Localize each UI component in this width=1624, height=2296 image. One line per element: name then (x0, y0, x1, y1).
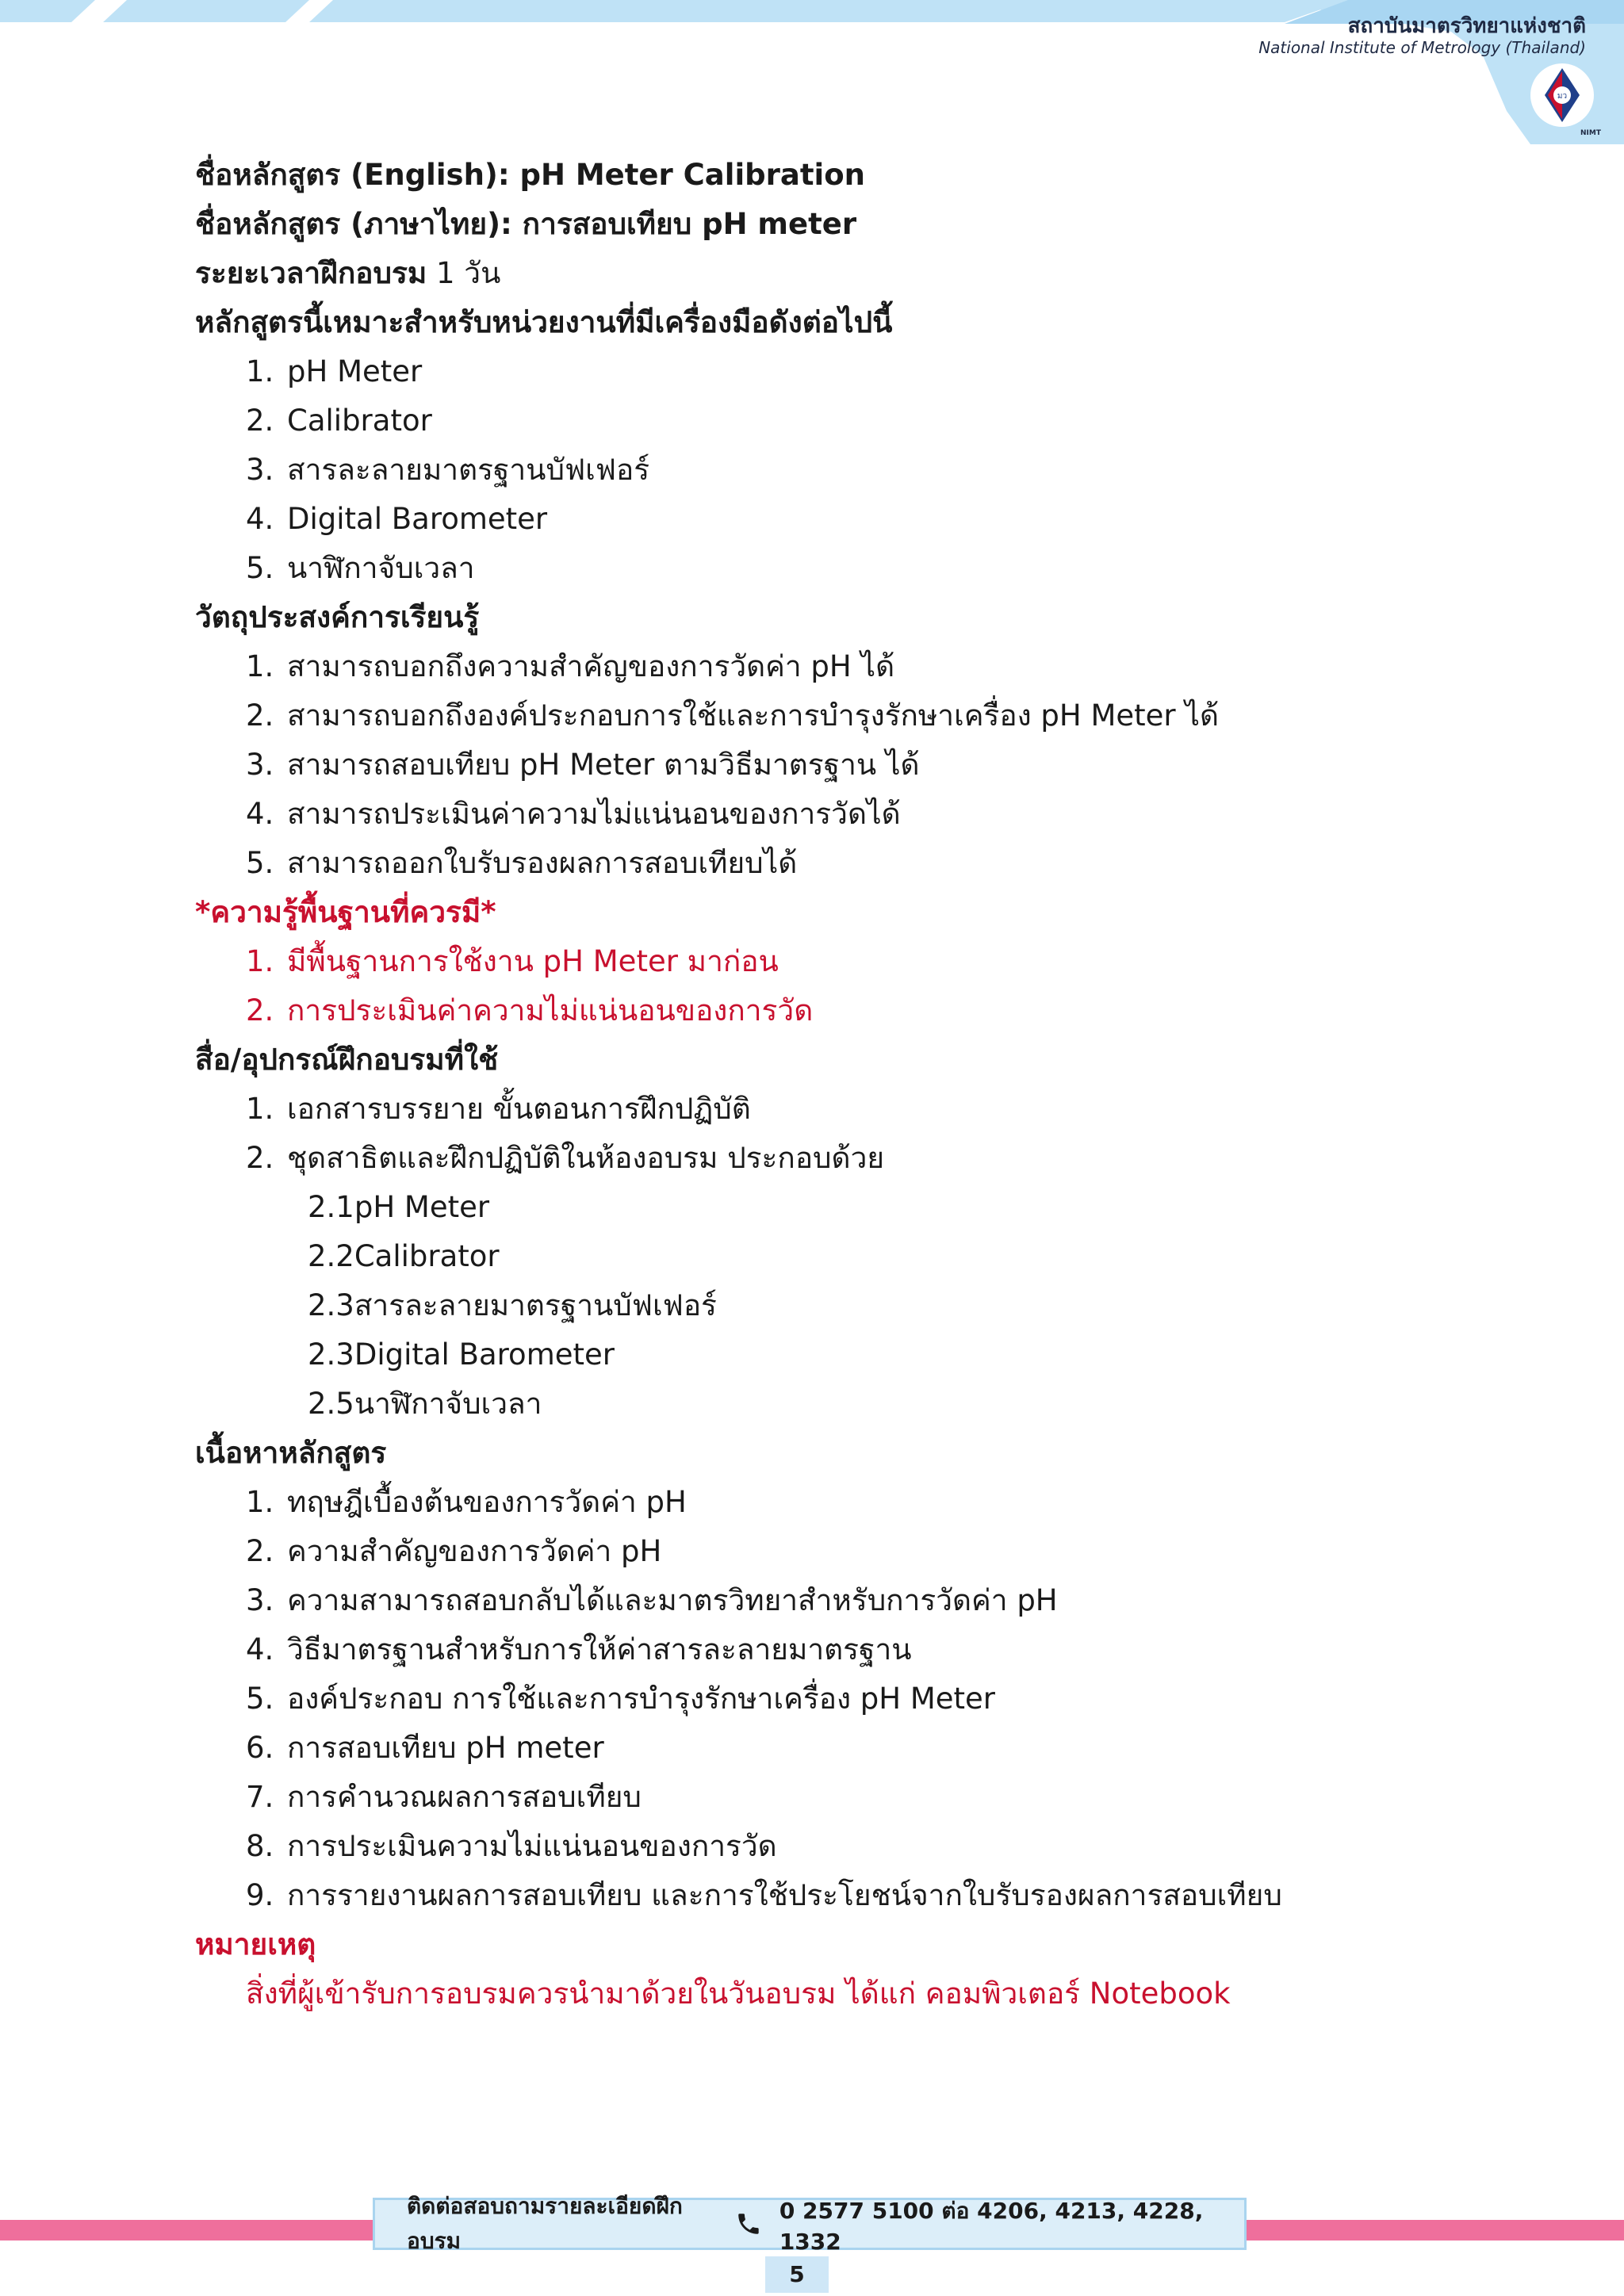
list-item (195, 642, 1543, 691)
list-item-text: นาฬิกาจับเวลา (287, 551, 475, 585)
prerequisite-list (195, 937, 1543, 1035)
list-item-text: pH Meter (287, 354, 423, 388)
list-item-number: 9. (246, 1878, 274, 1912)
org-name-english: National Institute of Metrology (Thailand) (1258, 38, 1586, 57)
list-item (195, 1232, 1543, 1281)
list-item-text: ทฤษฎีเบื้องต้นของการวัดค่า pH (287, 1485, 687, 1519)
list-item-text: pH Meter (354, 1190, 490, 1224)
list-item-text: การประเมินค่าความไม่แน่นอนของการวัด (287, 993, 814, 1027)
list-item-text: การประเมินความไม่แน่นอนของการวัด (287, 1829, 777, 1863)
list-item-number: 1. (246, 944, 274, 978)
list-item-text: Calibrator (287, 404, 432, 438)
list-item-text: สารละลายมาตรฐานบัฟเฟอร์ (287, 453, 650, 487)
list-item (195, 691, 1543, 740)
course-content (195, 151, 1543, 2019)
list-item-number: 3. (246, 748, 274, 782)
list-item-number: 2. (246, 404, 274, 438)
contact-phone[interactable]: 0 2577 5100 ต่อ 4206, 4213, 4228, 1332 (779, 2197, 1204, 2255)
list-item-number: 5. (246, 1682, 274, 1716)
list-item-text: เอกสารบรรยาย ขั้นตอนการฝึกปฏิบัติ (287, 1092, 751, 1126)
prerequisite-heading: *ความรู้พื้นฐานที่ควรมี* (195, 895, 496, 929)
logo-text: NIMT (1580, 129, 1601, 137)
list-item-text: สามารถออกใบรับรองผลการสอบเทียบได้ (287, 846, 798, 880)
list-item-number: 4. (246, 797, 274, 831)
nimt-logo (1524, 60, 1605, 140)
objectives-list (195, 642, 1543, 888)
list-item-number: 2. (246, 1141, 274, 1175)
list-item-number: 2. (246, 698, 274, 733)
list-item-text: วิธีมาตรฐานสำหรับการให้ค่าสารละลายมาตรฐาน (287, 1632, 912, 1667)
list-item-text: สามารถบอกถึงองค์ประกอบการใช้และการบำรุงรักษาเครื่อง pH Meter ได้ (287, 698, 1220, 733)
list-item-number: 2.1 (308, 1190, 354, 1224)
list-item-number: 1. (246, 1485, 274, 1519)
list-item-text: ความสำคัญของการวัดค่า pH (287, 1534, 662, 1568)
list-item (195, 1527, 1543, 1576)
list-item-number: 2.3 (308, 1288, 354, 1322)
list-item-number: 6. (246, 1731, 274, 1765)
list-item (195, 1871, 1543, 1920)
list-item-number: 4. (246, 502, 274, 536)
materials-sublist (195, 1183, 1543, 1429)
list-item-text: สามารถบอกถึงความสำคัญของการวัดค่า pH ได้ (287, 649, 895, 683)
duration-label: ระยะเวลาฝึกอบรม (195, 256, 427, 290)
list-item-number: 2. (246, 1534, 274, 1568)
list-item (195, 1380, 1543, 1429)
list-item (195, 1330, 1543, 1380)
duration-value: 1 วัน (436, 256, 501, 290)
list-item (195, 1674, 1543, 1724)
suitable-heading: หลักสูตรนี้เหมาะสำหรับหน่วยงานที่มีเครื่องมือดังต่อไปนี้ (195, 305, 893, 339)
svg-text:มว: มว (1557, 92, 1568, 101)
materials-heading: สื่อ/อุปกรณ์ฝึกอบรมที่ใช้ (195, 1043, 499, 1077)
list-item-text: Digital Barometer (287, 502, 548, 536)
list-item-number: 7. (246, 1780, 274, 1814)
list-item (195, 937, 1543, 986)
org-name-thai: สถาบันมาตรวิทยาแห่งชาติ (1347, 14, 1586, 38)
course-duration (195, 249, 1543, 298)
list-item-text: นาฬิกาจับเวลา (354, 1387, 542, 1421)
list-item (195, 790, 1543, 839)
list-item-text: Calibrator (354, 1239, 500, 1273)
list-item (195, 986, 1543, 1035)
suitable-list (195, 347, 1543, 593)
list-item (195, 1478, 1543, 1527)
contents-list (195, 1478, 1543, 1920)
objectives-heading: วัตถุประสงค์การเรียนรู้ (195, 600, 480, 634)
list-item-number: 5. (246, 846, 274, 880)
list-item (195, 1822, 1543, 1871)
list-item-text: การคำนวณผลการสอบเทียบ (287, 1780, 642, 1814)
list-item (195, 839, 1543, 888)
list-item (195, 1183, 1543, 1232)
list-item (195, 1625, 1543, 1674)
list-item-number: 2. (246, 993, 274, 1027)
list-item (195, 1281, 1543, 1330)
list-item-text: มีพื้นฐานการใช้งาน pH Meter มาก่อน (287, 944, 779, 978)
list-item (195, 1576, 1543, 1625)
list-item-text: องค์ประกอบ การใช้และการบำรุงรักษาเครื่อง pH Meter (287, 1682, 996, 1716)
list-item-number: 3. (246, 453, 274, 487)
list-item (195, 544, 1543, 593)
course-name-en: ชื่อหลักสูตร (English): pH Meter Calibration (195, 158, 865, 192)
contact-label: ติดต่อสอบถามรายละเอียดฝึกอบรม (407, 2193, 683, 2254)
list-item (195, 1134, 1543, 1183)
note-text: สิ่งที่ผู้เข้ารับการอบรมควรนำมาด้วยในวันอบรม ได้แก่ คอมพิวเตอร์ Notebook (246, 1976, 1231, 2011)
list-item-number: 1. (246, 354, 274, 388)
list-item-text: การรายงานผลการสอบเทียบ และการใช้ประโยชน์จากใบรับรองผลการสอบเทียบ (287, 1878, 1282, 1912)
list-item-text: สามารถประเมินค่าความไม่แน่นอนของการวัดได้ (287, 797, 901, 831)
list-item-text: ชุดสาธิตและฝึกปฏิบัติในห้องอบรม ประกอบด้วย (287, 1141, 885, 1175)
contents-heading: เนื้อหาหลักสูตร (195, 1436, 387, 1470)
list-item-text: Digital Barometer (354, 1337, 615, 1372)
list-item-text: การสอบเทียบ pH meter (287, 1731, 604, 1765)
list-item (195, 446, 1543, 495)
note-heading: หมายเหตุ (195, 1927, 316, 1961)
materials-list (195, 1085, 1543, 1183)
list-item (195, 1724, 1543, 1773)
list-item-text: ความสามารถสอบกลับได้และมาตรวิทยาสำหรับการวัดค่า pH (287, 1583, 1058, 1617)
list-item (195, 1773, 1543, 1822)
list-item-text: สารละลายมาตรฐานบัฟเฟอร์ (354, 1288, 717, 1322)
list-item-number: 3. (246, 1583, 274, 1617)
course-name-th: ชื่อหลักสูตร (ภาษาไทย): การสอบเทียบ pH meter (195, 207, 857, 241)
list-item-number: 1. (246, 649, 274, 683)
list-item (195, 1085, 1543, 1134)
list-item (195, 396, 1543, 446)
contact-banner (373, 2193, 1247, 2255)
list-item-number: 2.5 (308, 1387, 354, 1421)
list-item-number: 4. (246, 1632, 274, 1667)
list-item-text: สามารถสอบเทียบ pH Meter ตามวิธีมาตรฐาน ได้ (287, 748, 920, 782)
list-item-number: 2.2 (308, 1239, 354, 1273)
page-number: 5 (765, 2256, 829, 2293)
list-item (195, 740, 1543, 790)
list-item (195, 347, 1543, 396)
phone-icon (735, 2210, 762, 2238)
list-item-number: 2.3 (308, 1337, 354, 1372)
list-item (195, 495, 1543, 544)
list-item-number: 8. (246, 1829, 274, 1863)
list-item-number: 5. (246, 551, 274, 585)
list-item-number: 1. (246, 1092, 274, 1126)
